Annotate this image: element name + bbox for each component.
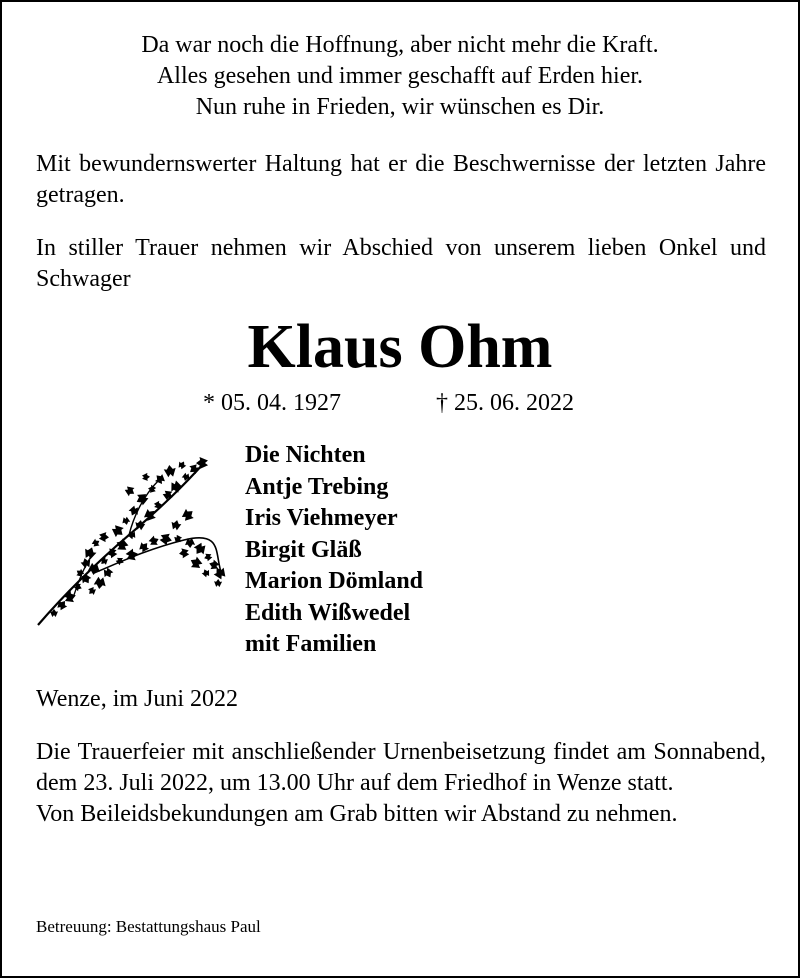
place-date: Wenze, im Juni 2022: [36, 686, 239, 712]
ivy-leaf: [123, 484, 137, 498]
ivy-leaf: [147, 534, 160, 547]
birth-date: * 05. 04. 1927: [203, 390, 341, 416]
mourner-line: Birgit Gläß: [245, 536, 362, 563]
ivy-leaf: [170, 519, 182, 531]
mourners-list: [245, 440, 423, 661]
farewell-text: In stiller Trauer nehmen wir Abschied von unserem lieben Onkel und Schwager: [36, 235, 766, 292]
ivy-leaf: [188, 555, 204, 571]
poem: [20, 30, 780, 123]
mourner-line: Edith Wißwedel: [245, 599, 411, 626]
service-details: Die Trauerfeier mit anschließender Urnenbeisetzung findet am Sonnabend, dem 23. Juli 2022, um 13.00 Uhr auf dem Friedhof in Wenze statt.: [36, 739, 766, 796]
mourner-line: Marion Dömland: [245, 568, 424, 594]
ivy-leaf: [201, 568, 212, 579]
ivy-leaf: [180, 507, 197, 524]
mourner-line: Die Nichten: [245, 442, 366, 468]
ivy-branch-icon: [34, 455, 226, 630]
death-date: † 25. 06. 2022: [436, 390, 574, 416]
mourner-line: mit Familien: [245, 631, 377, 657]
mourner-line: Iris Viehmeyer: [245, 505, 398, 531]
mourner-line: Antje Trebing: [245, 473, 389, 500]
service-info: [36, 737, 766, 830]
ivy-leaf: [86, 585, 97, 596]
ivy-leaf: [121, 516, 130, 525]
ivy-leaf: [110, 523, 127, 540]
funeral-home-credit: Betreuung: Bestattungshaus Paul: [36, 917, 261, 936]
ivy-leaf: [99, 532, 110, 543]
ivy-leaf: [177, 460, 188, 471]
poem-line: Nun ruhe in Frieden, wir wünschen es Dir.: [195, 94, 605, 120]
ivy-leaf: [154, 501, 163, 510]
intro-text: Mit bewundernswerter Haltung hat er die Beschwernisse der letzten Jahre getragen.: [36, 151, 766, 208]
deceased-name: Klaus Ohm: [247, 313, 553, 381]
ivy-leaf: [203, 552, 213, 562]
ivy-leaf: [196, 457, 208, 469]
poem-line: Da war noch die Hoffnung, aber nicht mehr die Kraft.: [141, 32, 659, 58]
ivy-leaf: [127, 504, 140, 517]
ivy-leaf: [93, 576, 107, 590]
ivy-leaf: [178, 547, 189, 558]
condolence-note: Von Beileidsbekundungen am Grab bitten wir Abstand zu nehmen.: [36, 801, 678, 827]
poem-line: Alles gesehen und immer geschafft auf Erden hier.: [156, 63, 644, 89]
ivy-leaf: [163, 464, 176, 477]
ivy-leaf: [142, 473, 150, 481]
ivy-leaf: [214, 579, 222, 587]
